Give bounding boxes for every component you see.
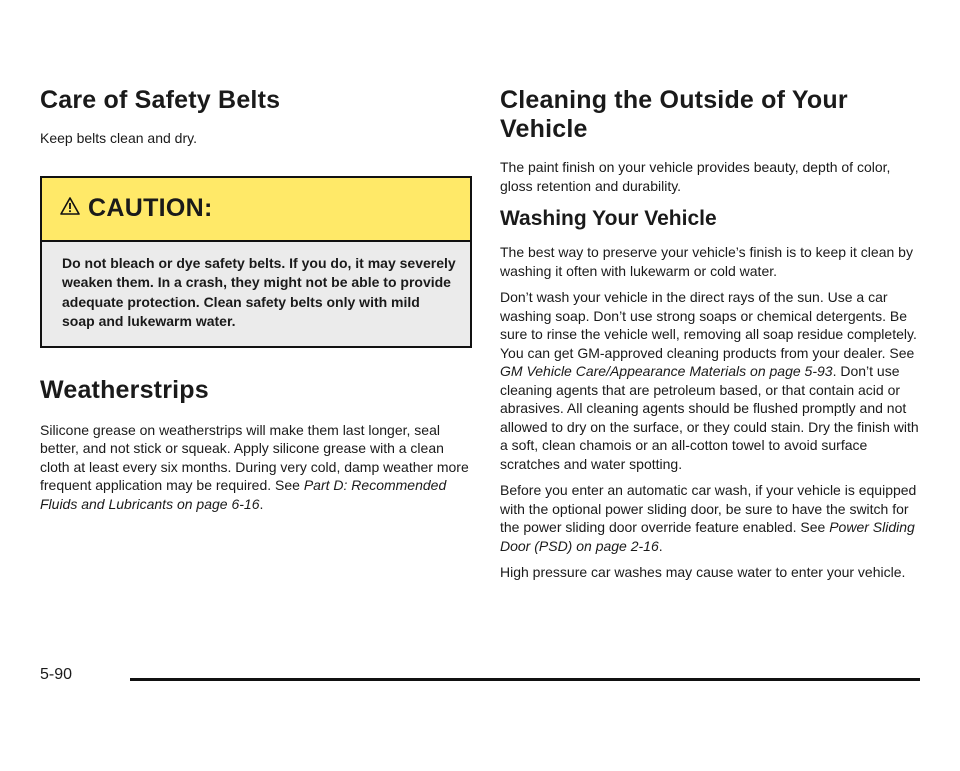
vehicle-care-materials-link[interactable]: GM Vehicle Care/Appearance Materials on page 5-93 (500, 363, 833, 379)
right-column (500, 86, 925, 582)
caution-header (42, 178, 470, 242)
page-number: 5-90 (40, 666, 73, 683)
left-column (40, 86, 470, 513)
fluids-lubricants-link[interactable]: Part D: Recommended Fluids and Lubricants on page 6-16 (40, 477, 447, 512)
caution-title: CAUTION: (88, 194, 213, 222)
caution-text: Do not bleach or dye safety belts. If you do, it may severely weaken them. In a crash, they might not be able to provide adequate protection. Clean safety belts only with mild soap and lukewarm water. (62, 254, 456, 329)
washing-paragraph-3: Before you enter an automatic car wash, if your vehicle is equipped with the optional power sliding door, be sure to have the switch for the power sliding door override feature enabled. See Power Sliding Door (PSD) on page 2-16. (500, 482, 917, 554)
washing-paragraph-2: Don’t wash your vehicle in the direct rays of the sun. Use a car washing soap. Don’t use strong soaps or chemical detergents. Be sure to rinse the vehicle well, removing all soap residue completely. You can get GM-approved cleaning products from your dealer. See GM Vehicle Care/Appearance Materials on page 5-93. Don’t use cleaning agents that are petroleum based, or that contain acid or abrasives. All cleaning agents should be flushed promptly and not allowed to dry on the surface, or they could stain. Dry the finish with a soft, clean chamois or an all-cotton towel to avoid surface scratches and water spotting. (500, 289, 919, 472)
power-sliding-door-link[interactable]: Power Sliding Door (PSD) on page 2-16 (500, 519, 915, 554)
safety-belts-intro: Keep belts clean and dry. (40, 130, 197, 146)
cleaning-outside-heading: Cleaning the Outside of Your Vehicle (500, 86, 848, 143)
washing-heading: Washing Your Vehicle (500, 207, 717, 230)
cleaning-intro: The paint finish on your vehicle provides beauty, depth of color, gloss retention and durability. (500, 159, 891, 194)
weatherstrips-heading: Weatherstrips (40, 375, 209, 404)
warning-triangle-icon (60, 197, 80, 220)
footer-divider (130, 678, 920, 681)
safety-belts-heading: Care of Safety Belts (40, 86, 281, 114)
washing-paragraph-4: High pressure car washes may cause water to enter your vehicle. (500, 564, 906, 580)
caution-box (40, 176, 472, 348)
weatherstrips-text: Silicone grease on weatherstrips will make them last longer, seal better, and not stick or squeak. Apply silicone grease with a clean cloth at least every six months. During very cold, damp weather more frequent application may be required. See Part D: Recommended Fluids and Lubricants on page 6-16. (40, 421, 469, 512)
washing-paragraph-1: The best way to preserve your vehicle’s finish is to keep it clean by washing it often with lukewarm or cold water. (500, 244, 913, 279)
